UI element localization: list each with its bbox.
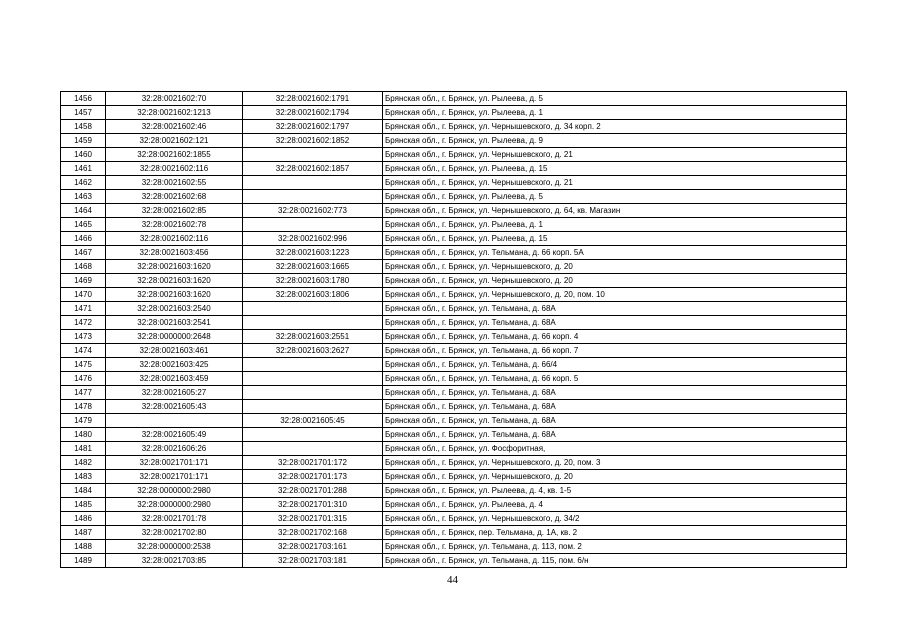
address-cell: Брянская обл., г. Брянск, ул. Чернышевского, д. 34 корп. 2 xyxy=(383,120,847,134)
address-cell: Брянская обл., г. Брянск, ул. Рылеева, д. 1 xyxy=(383,218,847,232)
address-cell: Брянская обл., г. Брянск, ул. Тельмана, д. 68А xyxy=(383,400,847,414)
address-cell: Брянская обл., г. Брянск, ул. Чернышевского, д. 20, пом. 3 xyxy=(383,456,847,470)
table-row xyxy=(61,554,847,568)
parent-cadastral-number-cell: 32:28:0000000:2980 xyxy=(106,484,243,498)
parent-cadastral-number-cell: 32:28:0021701:171 xyxy=(106,470,243,484)
parent-cadastral-number-cell: 32:28:0021701:78 xyxy=(106,512,243,526)
parent-cadastral-number-cell xyxy=(106,414,243,428)
address-cell: Брянская обл., г. Брянск, ул. Рылеева, д. 15 xyxy=(383,232,847,246)
table-row xyxy=(61,526,847,540)
cadastral-number-cell xyxy=(243,302,383,316)
address-cell: Брянская обл., г. Брянск, ул. Рылеева, д. 4, кв. 1-5 xyxy=(383,484,847,498)
parent-cadastral-number-cell: 32:28:0021603:425 xyxy=(106,358,243,372)
cadastral-number-cell: 32:28:0021603:1806 xyxy=(243,288,383,302)
parent-cadastral-number-cell: 32:28:0021701:171 xyxy=(106,456,243,470)
address-cell: Брянская обл., г. Брянск, ул. Чернышевского, д. 64, кв. Магазин xyxy=(383,204,847,218)
row-number-cell: 1480 xyxy=(61,428,106,442)
row-number-cell: 1483 xyxy=(61,470,106,484)
row-number-cell: 1482 xyxy=(61,456,106,470)
cadastral-number-cell xyxy=(243,148,383,162)
cadastral-number-cell: 32:28:0021702:168 xyxy=(243,526,383,540)
table-row xyxy=(61,344,847,358)
row-number-cell: 1456 xyxy=(61,92,106,106)
cadastral-number-cell: 32:28:0021602:996 xyxy=(243,232,383,246)
table-row xyxy=(61,372,847,386)
address-cell: Брянская обл., г. Брянск, ул. Чернышевского, д. 34/2 xyxy=(383,512,847,526)
row-number-cell: 1470 xyxy=(61,288,106,302)
row-number-cell: 1477 xyxy=(61,386,106,400)
row-number-cell: 1474 xyxy=(61,344,106,358)
address-cell: Брянская обл., г. Брянск, ул. Тельмана, д. 68А xyxy=(383,302,847,316)
cadastral-number-cell xyxy=(243,358,383,372)
cadastral-number-cell: 32:28:0021603:1780 xyxy=(243,274,383,288)
address-cell: Брянская обл., г. Брянск, ул. Рылеева, д. 9 xyxy=(383,134,847,148)
table-row xyxy=(61,498,847,512)
cadastral-number-cell: 32:28:0021603:1665 xyxy=(243,260,383,274)
table-row xyxy=(61,232,847,246)
registry-table xyxy=(60,91,847,568)
table-row xyxy=(61,414,847,428)
cadastral-number-cell: 32:28:0021701:172 xyxy=(243,456,383,470)
row-number-cell: 1463 xyxy=(61,190,106,204)
address-cell: Брянская обл., г. Брянск, ул. Тельмана, д. 66 корп. 7 xyxy=(383,344,847,358)
cadastral-number-cell xyxy=(243,400,383,414)
cadastral-number-cell xyxy=(243,442,383,456)
parent-cadastral-number-cell: 32:28:0021602:1213 xyxy=(106,106,243,120)
parent-cadastral-number-cell: 32:28:0021603:461 xyxy=(106,344,243,358)
table-row xyxy=(61,400,847,414)
address-cell: Брянская обл., г. Брянск, ул. Чернышевского, д. 20, пом. 10 xyxy=(383,288,847,302)
cadastral-number-cell: 32:28:0021701:173 xyxy=(243,470,383,484)
parent-cadastral-number-cell: 32:28:0021602:46 xyxy=(106,120,243,134)
row-number-cell: 1485 xyxy=(61,498,106,512)
cadastral-number-cell: 32:28:0021703:161 xyxy=(243,540,383,554)
table-row xyxy=(61,288,847,302)
parent-cadastral-number-cell: 32:28:0021602:55 xyxy=(106,176,243,190)
table-row xyxy=(61,386,847,400)
row-number-cell: 1478 xyxy=(61,400,106,414)
table-row xyxy=(61,274,847,288)
row-number-cell: 1484 xyxy=(61,484,106,498)
table-row xyxy=(61,246,847,260)
parent-cadastral-number-cell: 32:28:0021603:2540 xyxy=(106,302,243,316)
address-cell: Брянская обл., г. Брянск, ул. Тельмана, д. 66 корп. 5 xyxy=(383,372,847,386)
address-cell: Брянская обл., г. Брянск, ул. Чернышевского, д. 20 xyxy=(383,274,847,288)
table-row xyxy=(61,442,847,456)
row-number-cell: 1457 xyxy=(61,106,106,120)
parent-cadastral-number-cell: 32:28:0021703:85 xyxy=(106,554,243,568)
cadastral-number-cell xyxy=(243,386,383,400)
parent-cadastral-number-cell: 32:28:0021603:456 xyxy=(106,246,243,260)
row-number-cell: 1479 xyxy=(61,414,106,428)
address-cell: Брянская обл., г. Брянск, ул. Тельмана, д. 68А xyxy=(383,428,847,442)
address-cell: Брянская обл., г. Брянск, ул. Фосфоритная, xyxy=(383,442,847,456)
cadastral-number-cell: 32:28:0021603:2627 xyxy=(243,344,383,358)
table-row xyxy=(61,162,847,176)
row-number-cell: 1465 xyxy=(61,218,106,232)
row-number-cell: 1464 xyxy=(61,204,106,218)
cadastral-number-cell: 32:28:0021701:315 xyxy=(243,512,383,526)
table-row xyxy=(61,540,847,554)
table-row xyxy=(61,134,847,148)
parent-cadastral-number-cell: 32:28:0021602:78 xyxy=(106,218,243,232)
cadastral-number-cell: 32:28:0021603:1223 xyxy=(243,246,383,260)
cadastral-number-cell xyxy=(243,428,383,442)
row-number-cell: 1481 xyxy=(61,442,106,456)
address-cell: Брянская обл., г. Брянск, ул. Рылеева, д. 4 xyxy=(383,498,847,512)
table-row xyxy=(61,176,847,190)
row-number-cell: 1475 xyxy=(61,358,106,372)
parent-cadastral-number-cell: 32:28:0021602:121 xyxy=(106,134,243,148)
cadastral-number-cell xyxy=(243,372,383,386)
cadastral-number-cell xyxy=(243,176,383,190)
parent-cadastral-number-cell: 32:28:0021605:43 xyxy=(106,400,243,414)
parent-cadastral-number-cell: 32:28:0021603:2541 xyxy=(106,316,243,330)
row-number-cell: 1459 xyxy=(61,134,106,148)
table-row xyxy=(61,148,847,162)
address-cell: Брянская обл., г. Брянск, ул. Чернышевского, д. 20 xyxy=(383,260,847,274)
parent-cadastral-number-cell: 32:28:0000000:2538 xyxy=(106,540,243,554)
cadastral-number-cell: 32:28:0021603:2551 xyxy=(243,330,383,344)
cadastral-number-cell: 32:28:0021701:288 xyxy=(243,484,383,498)
table-row xyxy=(61,190,847,204)
parent-cadastral-number-cell: 32:28:0021603:1620 xyxy=(106,274,243,288)
cadastral-number-cell xyxy=(243,190,383,204)
cadastral-number-cell xyxy=(243,316,383,330)
address-cell: Брянская обл., г. Брянск, пер. Тельмана, д. 1А, кв. 2 xyxy=(383,526,847,540)
row-number-cell: 1489 xyxy=(61,554,106,568)
row-number-cell: 1487 xyxy=(61,526,106,540)
parent-cadastral-number-cell: 32:28:0021702:80 xyxy=(106,526,243,540)
address-cell: Брянская обл., г. Брянск, ул. Чернышевского, д. 21 xyxy=(383,176,847,190)
cadastral-number-cell: 32:28:0021602:1794 xyxy=(243,106,383,120)
table-row xyxy=(61,316,847,330)
row-number-cell: 1466 xyxy=(61,232,106,246)
table-row xyxy=(61,512,847,526)
parent-cadastral-number-cell: 32:28:0021602:68 xyxy=(106,190,243,204)
table-row xyxy=(61,120,847,134)
parent-cadastral-number-cell: 32:28:0021602:116 xyxy=(106,232,243,246)
registry-table-body xyxy=(61,92,847,568)
row-number-cell: 1468 xyxy=(61,260,106,274)
row-number-cell: 1476 xyxy=(61,372,106,386)
parent-cadastral-number-cell: 32:28:0021605:27 xyxy=(106,386,243,400)
address-cell: Брянская обл., г. Брянск, ул. Тельмана, д. 115, пом. 6/н xyxy=(383,554,847,568)
row-number-cell: 1458 xyxy=(61,120,106,134)
address-cell: Брянская обл., г. Брянск, ул. Тельмана, д. 113, пом. 2 xyxy=(383,540,847,554)
table-row xyxy=(61,92,847,106)
address-cell: Брянская обл., г. Брянск, ул. Тельмана, д. 68А xyxy=(383,386,847,400)
address-cell: Брянская обл., г. Брянск, ул. Тельмана, д. 66 корп. 4 xyxy=(383,330,847,344)
address-cell: Брянская обл., г. Брянск, ул. Тельмана, д. 66 корп. 5А xyxy=(383,246,847,260)
cadastral-number-cell: 32:28:0021602:1857 xyxy=(243,162,383,176)
row-number-cell: 1460 xyxy=(61,148,106,162)
parent-cadastral-number-cell: 32:28:0000000:2648 xyxy=(106,330,243,344)
parent-cadastral-number-cell: 32:28:0021605:49 xyxy=(106,428,243,442)
table-row xyxy=(61,106,847,120)
address-cell: Брянская обл., г. Брянск, ул. Рылеева, д. 1 xyxy=(383,106,847,120)
address-cell: Брянская обл., г. Брянск, ул. Рылеева, д. 15 xyxy=(383,162,847,176)
table-row xyxy=(61,204,847,218)
row-number-cell: 1473 xyxy=(61,330,106,344)
address-cell: Брянская обл., г. Брянск, ул. Чернышевского, д. 20 xyxy=(383,470,847,484)
row-number-cell: 1467 xyxy=(61,246,106,260)
parent-cadastral-number-cell: 32:28:0021603:1620 xyxy=(106,260,243,274)
row-number-cell: 1461 xyxy=(61,162,106,176)
table-row xyxy=(61,330,847,344)
row-number-cell: 1472 xyxy=(61,316,106,330)
parent-cadastral-number-cell: 32:28:0021602:1855 xyxy=(106,148,243,162)
address-cell: Брянская обл., г. Брянск, ул. Чернышевского, д. 21 xyxy=(383,148,847,162)
parent-cadastral-number-cell: 32:28:0021603:1620 xyxy=(106,288,243,302)
table-row xyxy=(61,470,847,484)
cadastral-number-cell: 32:28:0021703:181 xyxy=(243,554,383,568)
table-row xyxy=(61,358,847,372)
address-cell: Брянская обл., г. Брянск, ул. Тельмана, д. 66/4 xyxy=(383,358,847,372)
parent-cadastral-number-cell: 32:28:0021602:70 xyxy=(106,92,243,106)
table-row xyxy=(61,260,847,274)
cadastral-number-cell: 32:28:0021602:1797 xyxy=(243,120,383,134)
cadastral-number-cell xyxy=(243,218,383,232)
parent-cadastral-number-cell: 32:28:0021603:459 xyxy=(106,372,243,386)
parent-cadastral-number-cell: 32:28:0021602:116 xyxy=(106,162,243,176)
address-cell: Брянская обл., г. Брянск, ул. Тельмана, д. 68А xyxy=(383,414,847,428)
cadastral-number-cell: 32:28:0021701:310 xyxy=(243,498,383,512)
row-number-cell: 1486 xyxy=(61,512,106,526)
parent-cadastral-number-cell: 32:28:0000000:2980 xyxy=(106,498,243,512)
address-cell: Брянская обл., г. Брянск, ул. Рылеева, д. 5 xyxy=(383,190,847,204)
address-cell: Брянская обл., г. Брянск, ул. Тельмана, д. 68А xyxy=(383,316,847,330)
row-number-cell: 1488 xyxy=(61,540,106,554)
address-cell: Брянская обл., г. Брянск, ул. Рылеева, д. 5 xyxy=(383,92,847,106)
row-number-cell: 1462 xyxy=(61,176,106,190)
cadastral-number-cell: 32:28:0021602:773 xyxy=(243,204,383,218)
parent-cadastral-number-cell: 32:28:0021606:26 xyxy=(106,442,243,456)
row-number-cell: 1469 xyxy=(61,274,106,288)
page-number: 44 xyxy=(447,574,458,586)
row-number-cell: 1471 xyxy=(61,302,106,316)
cadastral-number-cell: 32:28:0021602:1852 xyxy=(243,134,383,148)
table-row xyxy=(61,456,847,470)
table-row xyxy=(61,484,847,498)
cadastral-number-cell: 32:28:0021605:45 xyxy=(243,414,383,428)
table-row xyxy=(61,302,847,316)
table-row xyxy=(61,428,847,442)
cadastral-number-cell: 32:28:0021602:1791 xyxy=(243,92,383,106)
table-row xyxy=(61,218,847,232)
parent-cadastral-number-cell: 32:28:0021602:85 xyxy=(106,204,243,218)
